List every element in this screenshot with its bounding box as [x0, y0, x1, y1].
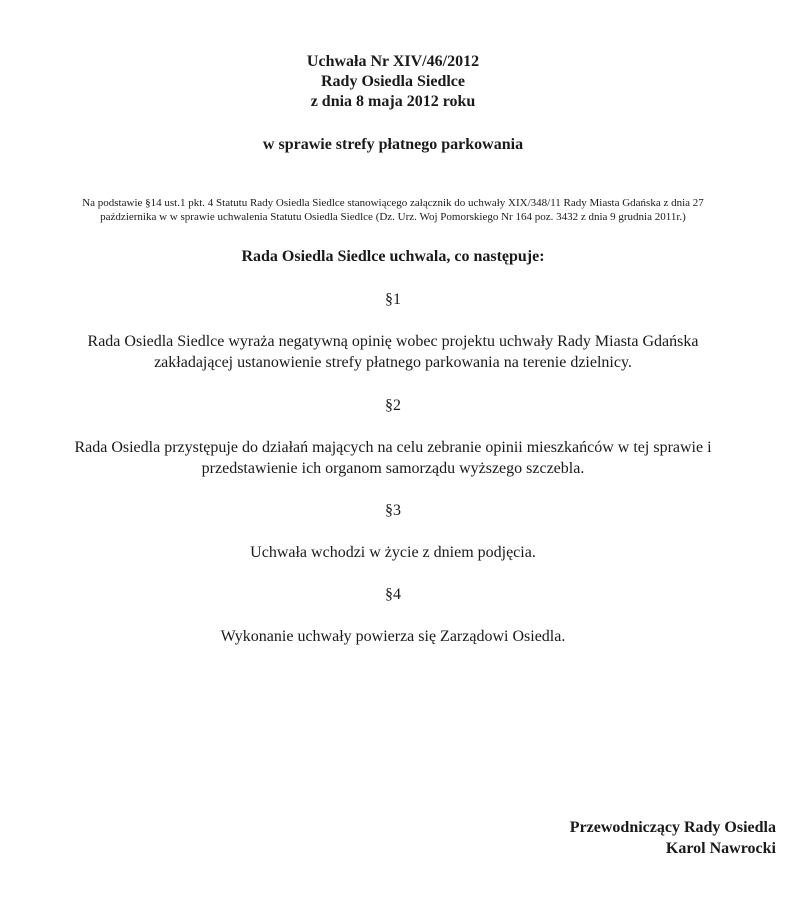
- section-3-text: [30, 542, 756, 563]
- section-2-mark: §2: [385, 397, 401, 414]
- legal-basis-line-1: Na podstawie §14 ust.1 pkt. 4 Statutu Rady Osiedla Siedlce stanowiącego załącznik do uchwały XIX/348/11 Rady Miasta Gdańska z dnia 27: [82, 197, 704, 209]
- section-1-mark: §1: [385, 291, 401, 308]
- section-1-text: [30, 331, 756, 373]
- section-4-line-1: Wykonanie uchwały powierza się Zarządowi Osiedla.: [220, 628, 566, 645]
- signatory-title: Przewodniczący Rady Osiedla: [569, 819, 776, 836]
- section-1-line-1: Rada Osiedla Siedlce wyraża negatywną opinię wobec projektu uchwały Rady Miasta Gdańska: [87, 333, 699, 350]
- section-3-mark: §3: [385, 502, 401, 519]
- legal-basis-line-2: października w w sprawie uchwalenia Statutu Osiedla Siedlce (Dz. Urz. Woj Pomorskiego Nr 164 poz. 3432 z dnia 9 grudnia 2011r.): [100, 211, 686, 223]
- resolution-number: Uchwała Nr XIV/46/2012: [306, 53, 480, 70]
- section-3-line-1: Uchwała wchodzi w życie z dniem podjęcia.: [250, 544, 536, 561]
- section-2-line-2: przedstawienie ich organom samorządu wyższego szczebla.: [201, 460, 585, 477]
- resolves-statement: Rada Osiedla Siedlce uchwala, co następuje:: [241, 248, 545, 265]
- section-1-line-2: zakładającej ustanowienie strefy płatnego parkowania na terenie dzielnicy.: [154, 354, 632, 371]
- section-2-line-1: Rada Osiedla przystępuje do działań mających na celu zebranie opinii mieszkańców w tej sprawie i: [74, 439, 712, 456]
- legal-basis: [40, 196, 746, 224]
- section-4-mark: §4: [385, 586, 401, 603]
- signatory-name: Karol Nawrocki: [665, 840, 776, 857]
- resolution-header: [0, 52, 786, 112]
- section-2-text: [30, 437, 756, 479]
- resolution-date: z dnia 8 maja 2012 roku: [310, 93, 476, 110]
- issuing-body: Rady Osiedla Siedlce: [320, 73, 465, 90]
- signature-block: [570, 817, 776, 859]
- resolution-subject: w sprawie strefy płatnego parkowania: [262, 136, 524, 153]
- section-4-text: [30, 626, 756, 647]
